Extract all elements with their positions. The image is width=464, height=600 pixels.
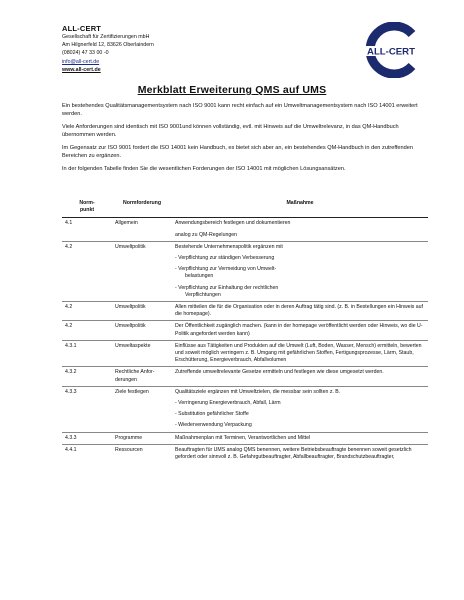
logo-text: ALL-CERT	[367, 46, 415, 58]
table-row	[62, 302, 428, 321]
company-phone: (08024) 47 33 00 -0	[62, 50, 109, 57]
bullet-item: - Verpflichtung zur Einhaltung der rechtlichen Verpflichtungen	[175, 284, 279, 298]
row-normforderung: Umweltaspekte	[112, 340, 172, 367]
table-row	[62, 367, 428, 386]
row-massnahme: Der Öffentlichkeit zugänglich machen. (kann in der homepage veröffentlicht werden oder Hinweis, wo die U-Politik angefordert werden kann)	[172, 321, 428, 340]
table-row	[62, 218, 428, 241]
all-cert-logo	[354, 22, 428, 78]
intro-paragraph-4: In der folgenden Tabelle finden Sie die wesentlichen Forderungen der ISO 14001 mit möglichen Lösungsansätzen.	[62, 166, 346, 172]
row-massnahme: Einflüsse aus Tätigkeiten und Produkten auf die Umwelt (Luft, Boden, Wasser, Mensch) ermitteln, bewerten und soweit möglich verringern z. B. Umgang mit gefährlichen Stoffen, Fertigungsprozesse, Lärm, Staub, Erschütterung, Energieverbrauch, Abfallvolumen	[172, 340, 428, 367]
intro-paragraph-2: Viele Anforderungen sind identisch mit ISO 9001und können vollständig, evtl. mit Hinweis auf die Umweltrelevanz, in das QM-Handbuch übernommen werden.	[62, 124, 399, 138]
row-massnahme: Maßnahmenplan mit Terminen, Verantwortlichen und Mittel	[172, 432, 428, 444]
bullet-item: - Verringerung Energieverbrauch, Abfall, Lärm	[175, 400, 281, 407]
table-header-row	[62, 199, 428, 218]
row-normpunkt: 4.3.1	[62, 340, 112, 367]
row-massnahme: Beauftragten für UMS analog QMS benennen, weitere Betriebsbeauftragte benennen soweit gesetzlich gefordert oder sinnvoll z. B. Gefahrgutbeauftragter, Abfallbeauftragter, Brandschutzbeauftragter,	[175, 446, 412, 461]
row-massnahme: Qualitätsziele ergänzen mit Umweltzielen, die messbar sein sollten z. B. - Verringerung Energieverbrauch, Abfall, Lärm - Substitution gefährlicher Stoffe - Wiederverwendung Verpackung	[172, 386, 428, 432]
row-massnahme: Allen mitteilen die für die Organisation oder in deren Auftrag tätig sind. (z. B. in Bestellungen ein Hinweis auf die homepage).	[172, 302, 428, 321]
company-web-link[interactable]: www.all-cert.de	[62, 66, 101, 73]
bullet-item: - Wiederverwendung Verpackung	[175, 422, 252, 429]
row-normforderung: Umweltpolitik	[112, 321, 172, 340]
company-name: ALL-CERT	[62, 24, 102, 33]
row-normforderung: Ressourcen	[115, 446, 143, 453]
header-massnahme: Maßnahme	[172, 199, 428, 218]
company-email-link[interactable]: info@all-cert.de	[62, 58, 100, 65]
row-massnahme: Anwendungsbereich festlegen und dokumentieren analog zu QM-Regelungen	[172, 218, 428, 241]
bullet-item: - Verpflichtung zur Vermeidung von Umwelt- belastungen	[175, 266, 277, 280]
row-normforderung: Umweltpolitik	[112, 302, 172, 321]
table-row	[62, 321, 428, 340]
company-street: Am Hilgnerfeld 12, 83626 Oberlaindern	[62, 42, 154, 49]
company-address-block	[62, 24, 154, 74]
intro-paragraph-3: Im Gegensatz zur ISO 9001 fordert die ISO 14001 kein Handbuch, es bietet sich aber an, ein bestehendes QM-Handbuch in den zutreffenden Bereichen zu ergänzen.	[62, 145, 413, 159]
row-massnahme: Bestehende Unternehmenspolitik ergänzen mit - Verpflichtung zur ständigen Verbesserung - Verpflichtung zur Vermeidung von Umwelt- belastungen - Verpflichtung zur Einhaltung der rechtlichen Verpflichtungen	[172, 241, 428, 301]
header-normpunkt: Norm- punkt	[62, 199, 112, 218]
intro-paragraph-1: Ein bestehendes Qualitätsmanagementsystem nach ISO 9001 kann recht einfach auf ein Umweltmanagementsystem nach ISO 14001 erweitert werden.	[62, 103, 418, 117]
row-normpunkt: 4.3.3	[62, 386, 112, 432]
company-legal-name: Gesellschaft für Zertifizierungen mbH	[62, 34, 150, 40]
row-normpunkt: 4.2	[62, 321, 112, 340]
table-row	[62, 386, 428, 432]
table-row	[62, 340, 428, 367]
row-normforderung: Programme	[112, 432, 172, 444]
row-normforderung: Umweltpolitik	[112, 241, 172, 301]
table-row	[62, 444, 428, 463]
row-normforderung: Allgemein	[112, 218, 172, 241]
row-massnahme: Zutreffende umweltrelevante Gesetze ermitteln und festlegen wie diese umgesetzt werden.	[172, 367, 428, 386]
row-normforderung: Rechtliche Anfor- derungen	[112, 367, 172, 386]
requirements-table	[62, 199, 428, 463]
row-normpunkt: 4.4.1	[65, 446, 77, 453]
bullet-item: - Verpflichtung zur ständigen Verbesserung	[175, 255, 275, 262]
header-normforderung: Normforderung	[112, 199, 172, 218]
row-normpunkt: 4.2	[62, 241, 112, 301]
row-normpunkt: 4.2	[62, 302, 112, 321]
row-normpunkt: 4.3.3	[62, 432, 112, 444]
table-row	[62, 241, 428, 301]
row-normpunkt: 4.1	[62, 218, 112, 241]
row-normforderung: Ziele festlegen	[112, 386, 172, 432]
document-title: Merkblatt Erweiterung QMS auf UMS	[137, 84, 327, 96]
row-normpunkt: 4.3.2	[62, 367, 112, 386]
table-row	[62, 432, 428, 444]
bullet-item: - Substitution gefährlicher Stoffe	[175, 411, 249, 418]
